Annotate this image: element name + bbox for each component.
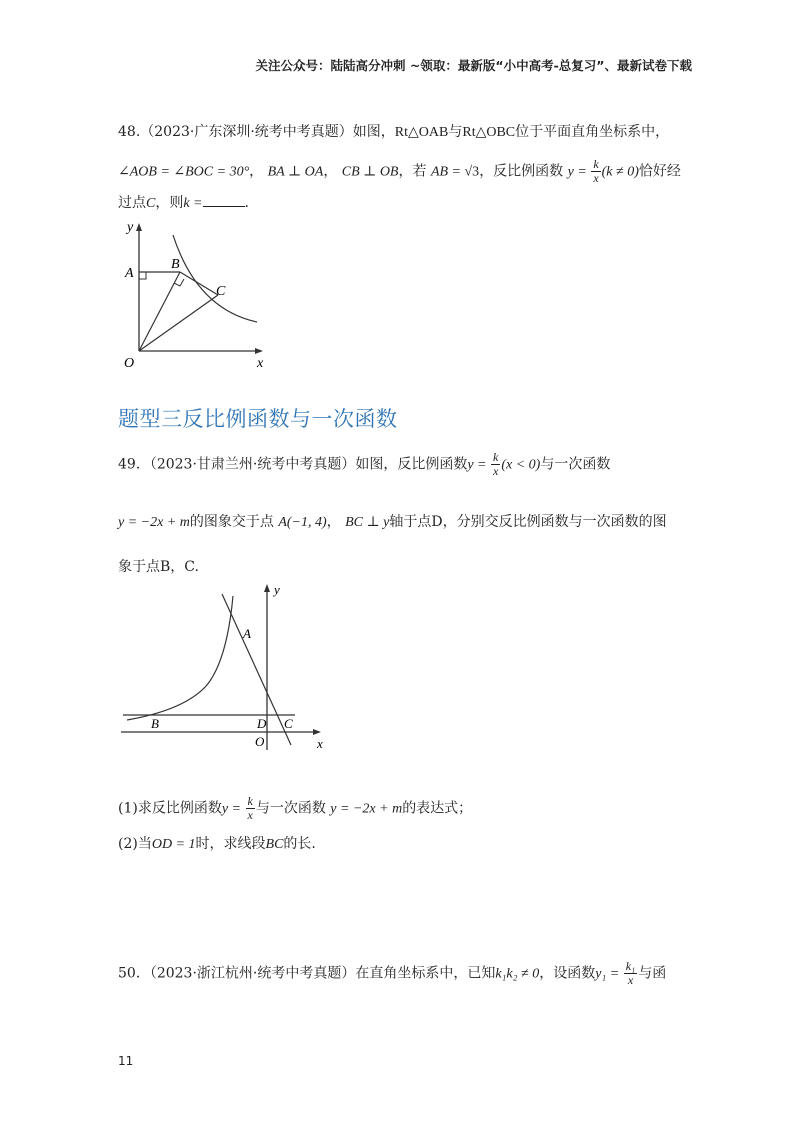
q48-frac-num: k [593,157,599,171]
q49-y-eq: y = [467,457,491,473]
q50-mid: ，设函数 [539,965,596,982]
q48-line1 [118,122,669,143]
q50-tail: 与函 [638,965,667,982]
q49-line1 [118,451,610,478]
q49-part2-bc: BC [265,837,284,852]
label-c: C [284,716,293,731]
q48-if: ，若 [398,163,427,180]
q49-part1-line-eq: y = −2x + m [330,801,403,817]
q49-part1-fraction [246,795,255,822]
q50-fraction [624,960,638,987]
q49-frac-den: x [493,464,499,478]
figure-48 [115,215,275,375]
q48-line3 [118,193,249,214]
label-o: O [124,356,135,371]
hyperbola-curve [173,235,257,322]
q48-line3-a: 过点 [118,195,146,211]
label-y: y [127,220,134,235]
q48-cond: (k ≠ 0) [601,164,639,180]
q48-fraction [591,158,600,185]
q49-part2-c: 的长. [283,836,316,852]
q50-prefix: 50．（2023·浙江杭州·统考中考真题）在直角坐标系中，已知 [118,965,496,982]
q48-perp2: CB ⊥ OB [341,164,399,180]
q50-y1: y₁ = [595,966,623,982]
q48-ab-lhs: AB = [430,164,465,180]
q49-line2 [118,512,667,533]
label-d: D [257,716,267,731]
q48-y-eq: y = [567,164,591,180]
q48-period: . [244,195,249,211]
label-b: B [171,257,180,272]
q48-func-intro: ，反比例函数 [479,163,564,180]
q49-part1 [118,795,472,822]
q49-part1-frac-num: k [247,794,253,808]
q49-part2 [118,834,316,855]
label-c: C [216,284,226,299]
section-title: 题型三反比例函数与一次函数 [118,407,398,431]
q48-line3-b: ，则 [155,195,184,211]
q48-angles: ∠AOB = ∠BOC = 30° [118,164,250,180]
label-b: B [151,716,159,731]
label-a: A [243,626,251,641]
q49-part1-a: (1)求反比例函数 [118,800,222,817]
q49-mid: 的图象交于点 [189,514,274,530]
q48-frac-den: x [593,171,599,185]
answer-blank [203,193,245,207]
x-axis-arrow [313,729,321,735]
q49-prefix: 49．（2023·甘肃兰州·统考中考真题）如图，反比例函数 [118,456,468,473]
q48-tail: 恰好经 [638,163,681,180]
q49-point-a: A(−1, 4) [278,515,327,530]
label-x: x [317,736,323,750]
page-header: 关注公众号：陆陆高分冲刺 ~领取：最新版“小中高考-总复习”、最新试卷下载 [255,58,692,73]
q49-comma: ， [326,514,341,530]
q49-part1-y-eq: y = [221,801,245,817]
y-axis-arrow [264,584,270,592]
label-y: y [274,582,280,597]
q50-line1 [118,960,666,987]
q49-part2-b: 时，求线段 [195,836,266,852]
q49-suffix: 与一次函数 [540,456,611,473]
page-number: 11 [118,1054,134,1068]
q50-frac-den: x [627,973,634,987]
q49-cond: (x < 0) [501,457,541,473]
q49-line3: 象于点B，C. [118,559,199,575]
label-x: x [257,356,264,371]
q48-prefix: 48.（2023·广东深圳·统考中考真题）如图， [118,124,395,140]
hyperbola-curve [127,596,233,720]
q48-tri2: Rt△OBC [462,125,516,140]
q48-k-eq: k = [183,196,203,211]
y-axis-arrow [136,223,142,231]
right-angle-mark-a [139,272,146,279]
q48-line2: ∠AOB = ∠BOC = 30°， BA ⊥ OA， CB ⊥ OB，若 AB = √3，反比例函数 y = $\frac{k}{x}$ (k ≠ 0)恰好经 [118,157,681,185]
q49-part1-frac-den: x [247,808,253,822]
q49-perp: BC ⊥ y [345,515,390,530]
q49-frac-num: k [493,450,499,464]
x-axis-arrow [255,348,263,354]
q49-tail: 轴于点D，分别交反比例函数与一次函数的图 [389,514,667,530]
q48-ab-rhs: √3 [464,164,480,180]
q48-point-c: C [146,196,156,211]
q48-mid1: 与 [448,124,463,140]
q49-part2-od: OD = 1 [151,837,196,852]
q49-part2-a: (2)当 [118,836,152,852]
segment-oc [139,295,218,351]
q48-perp1: BA ⊥ OA [267,164,324,180]
figure-49 [115,580,345,750]
segment-ob [139,272,180,351]
q49-line-eq: y = −2x + m [118,515,190,530]
q50-cond: k₁k₂ ≠ 0 [495,966,540,982]
label-a: A [125,266,134,281]
segment-bc [180,272,218,295]
q49-part1-c: 的表达式； [402,800,473,817]
q49-fraction [491,451,500,478]
q48-suffix1: 位于平面直角坐标系中， [515,124,670,140]
q48-tri1: Rt△OAB [394,125,449,140]
q49-part1-b: 与一次函数 [255,800,326,817]
label-o: O [255,734,265,749]
q50-frac-num: k₁ [625,959,636,973]
